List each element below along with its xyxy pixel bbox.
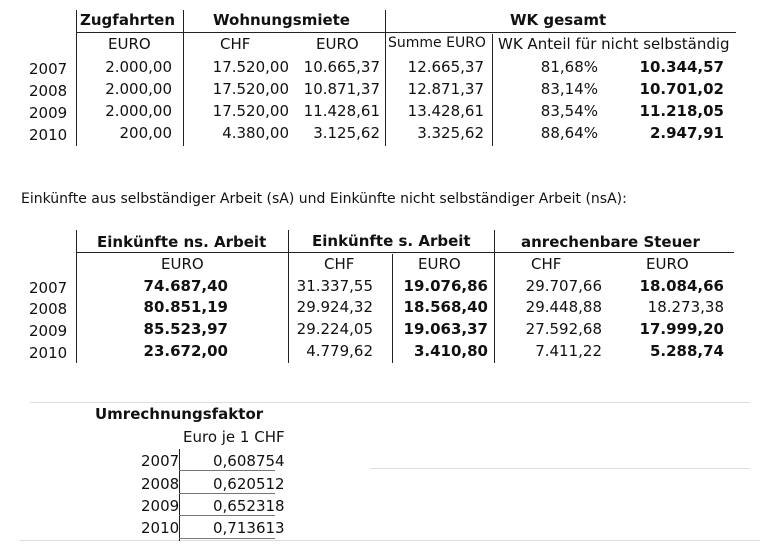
cell-summe: 12.665,37 [407,58,484,76]
row-year: 2008 [141,475,180,493]
header-wk-gesamt: WK gesamt [510,11,607,29]
column-divider [392,254,393,363]
factor-value: 0,620512 [213,475,285,493]
cell-steuer-chf: 29.448,88 [525,298,602,316]
subheader-miete-euro: EURO [316,35,359,53]
subheader-ns-euro: EURO [161,255,204,273]
header-anrechenbare-steuer: anrechenbare Steuer [521,233,700,251]
cell-steuer-eur: 18.273,38 [647,298,724,316]
table-header-rule [76,32,736,33]
header-einkuenfte-s: Einkünfte s. Arbeit [312,232,471,250]
cell-steuer-chf: 27.592,68 [525,320,602,338]
table-header-rule [76,252,734,253]
cell-wk: 11.218,05 [639,102,724,120]
header-wohnungsmiete: Wohnungsmiete [213,11,350,29]
subheader-summe-euro: Summe EURO [388,35,486,51]
column-divider [183,10,184,146]
column-divider [385,10,386,146]
cell-s-chf: 29.924,32 [296,298,373,316]
cell-zug: 200,00 [119,124,172,142]
row-year: 2008 [29,82,68,100]
cell-miete-chf: 17.520,00 [212,58,289,76]
cell-ns: 23.672,00 [143,342,228,360]
row-year: 2009 [29,104,68,122]
factor-title: Umrechnungsfaktor [95,405,264,423]
cell-s-chf: 31.337,55 [296,277,373,295]
cell-s-eur: 19.063,37 [403,320,488,338]
cell-miete-chf: 4.380,00 [222,124,289,142]
subheader-steuer-euro: EURO [646,255,689,273]
cell-wk: 10.701,02 [639,80,724,98]
cell-zug: 2.000,00 [105,102,172,120]
cell-miete-eur: 10.871,37 [303,80,380,98]
row-year: 2010 [141,519,180,537]
subheader-miete-chf: CHF [220,35,251,53]
row-rule [179,493,275,494]
factor-value: 0,608754 [213,452,285,470]
row-rule [179,470,275,471]
cell-s-eur: 3.410,80 [413,342,488,360]
cell-wk: 10.344,57 [639,58,724,76]
column-divider [179,449,180,541]
row-year: 2009 [29,322,68,340]
row-year: 2007 [141,452,180,470]
cell-steuer-eur: 5.288,74 [649,342,724,360]
cell-zug: 2.000,00 [105,80,172,98]
cell-steuer-eur: 18.084,66 [639,277,724,295]
cell-anteil: 81,68% [540,58,598,76]
cell-miete-eur: 3.125,62 [313,124,380,142]
column-divider [76,230,77,363]
cell-miete-eur: 11.428,61 [303,102,380,120]
faint-rule [370,468,750,469]
subheader-steuer-chf: CHF [531,255,562,273]
column-divider [76,10,77,146]
cell-wk: 2.947,91 [649,124,724,142]
cell-s-eur: 18.568,40 [403,298,488,316]
cell-steuer-chf: 29.707,66 [525,277,602,295]
row-year: 2009 [141,497,180,515]
faint-rule [20,540,760,541]
factor-value: 0,713613 [213,519,285,537]
row-rule [179,538,275,539]
cell-miete-chf: 17.520,00 [212,102,289,120]
row-rule [179,515,275,516]
row-year: 2007 [29,60,68,78]
cell-anteil: 83,14% [540,80,598,98]
factor-subtitle: Euro je 1 CHF [183,428,285,446]
column-divider [494,230,495,363]
cell-s-chf: 4.779,62 [306,342,373,360]
cell-anteil: 88,64% [540,124,598,142]
cell-anteil: 83,54% [540,102,598,120]
row-year: 2007 [29,279,68,297]
cell-ns: 85.523,97 [143,320,228,338]
subheader-wk-anteil: WK Anteil für nicht selbständig [498,35,730,53]
cell-miete-chf: 17.520,00 [212,80,289,98]
subheader-s-euro: EURO [418,255,461,273]
cell-steuer-chf: 7.411,22 [535,342,602,360]
header-einkuenfte-ns: Einkünfte ns. Arbeit [97,233,267,251]
cell-summe: 3.325,62 [417,124,484,142]
subheader-zug-euro: EURO [108,35,151,53]
header-zugfahrten: Zugfahrten [80,11,176,29]
cell-summe: 13.428,61 [407,102,484,120]
column-divider [288,230,289,363]
column-divider [492,34,493,146]
section-caption: Einkünfte aus selbständiger Arbeit (sA) und Einkünfte nicht selbständiger Arbeit (nsA): [21,191,627,207]
cell-s-chf: 29.224,05 [296,320,373,338]
cell-s-eur: 19.076,86 [403,277,488,295]
cell-summe: 12.871,37 [407,80,484,98]
subheader-s-chf: CHF [324,255,355,273]
cell-ns: 80.851,19 [143,298,228,316]
cell-ns: 74.687,40 [143,277,228,295]
factor-value: 0,652318 [213,497,285,515]
cell-steuer-eur: 17.999,20 [639,320,724,338]
row-year: 2010 [29,126,68,144]
faint-rule [30,402,750,403]
row-year: 2008 [29,300,68,318]
cell-miete-eur: 10.665,37 [303,58,380,76]
row-year: 2010 [29,344,68,362]
cell-zug: 2.000,00 [105,58,172,76]
